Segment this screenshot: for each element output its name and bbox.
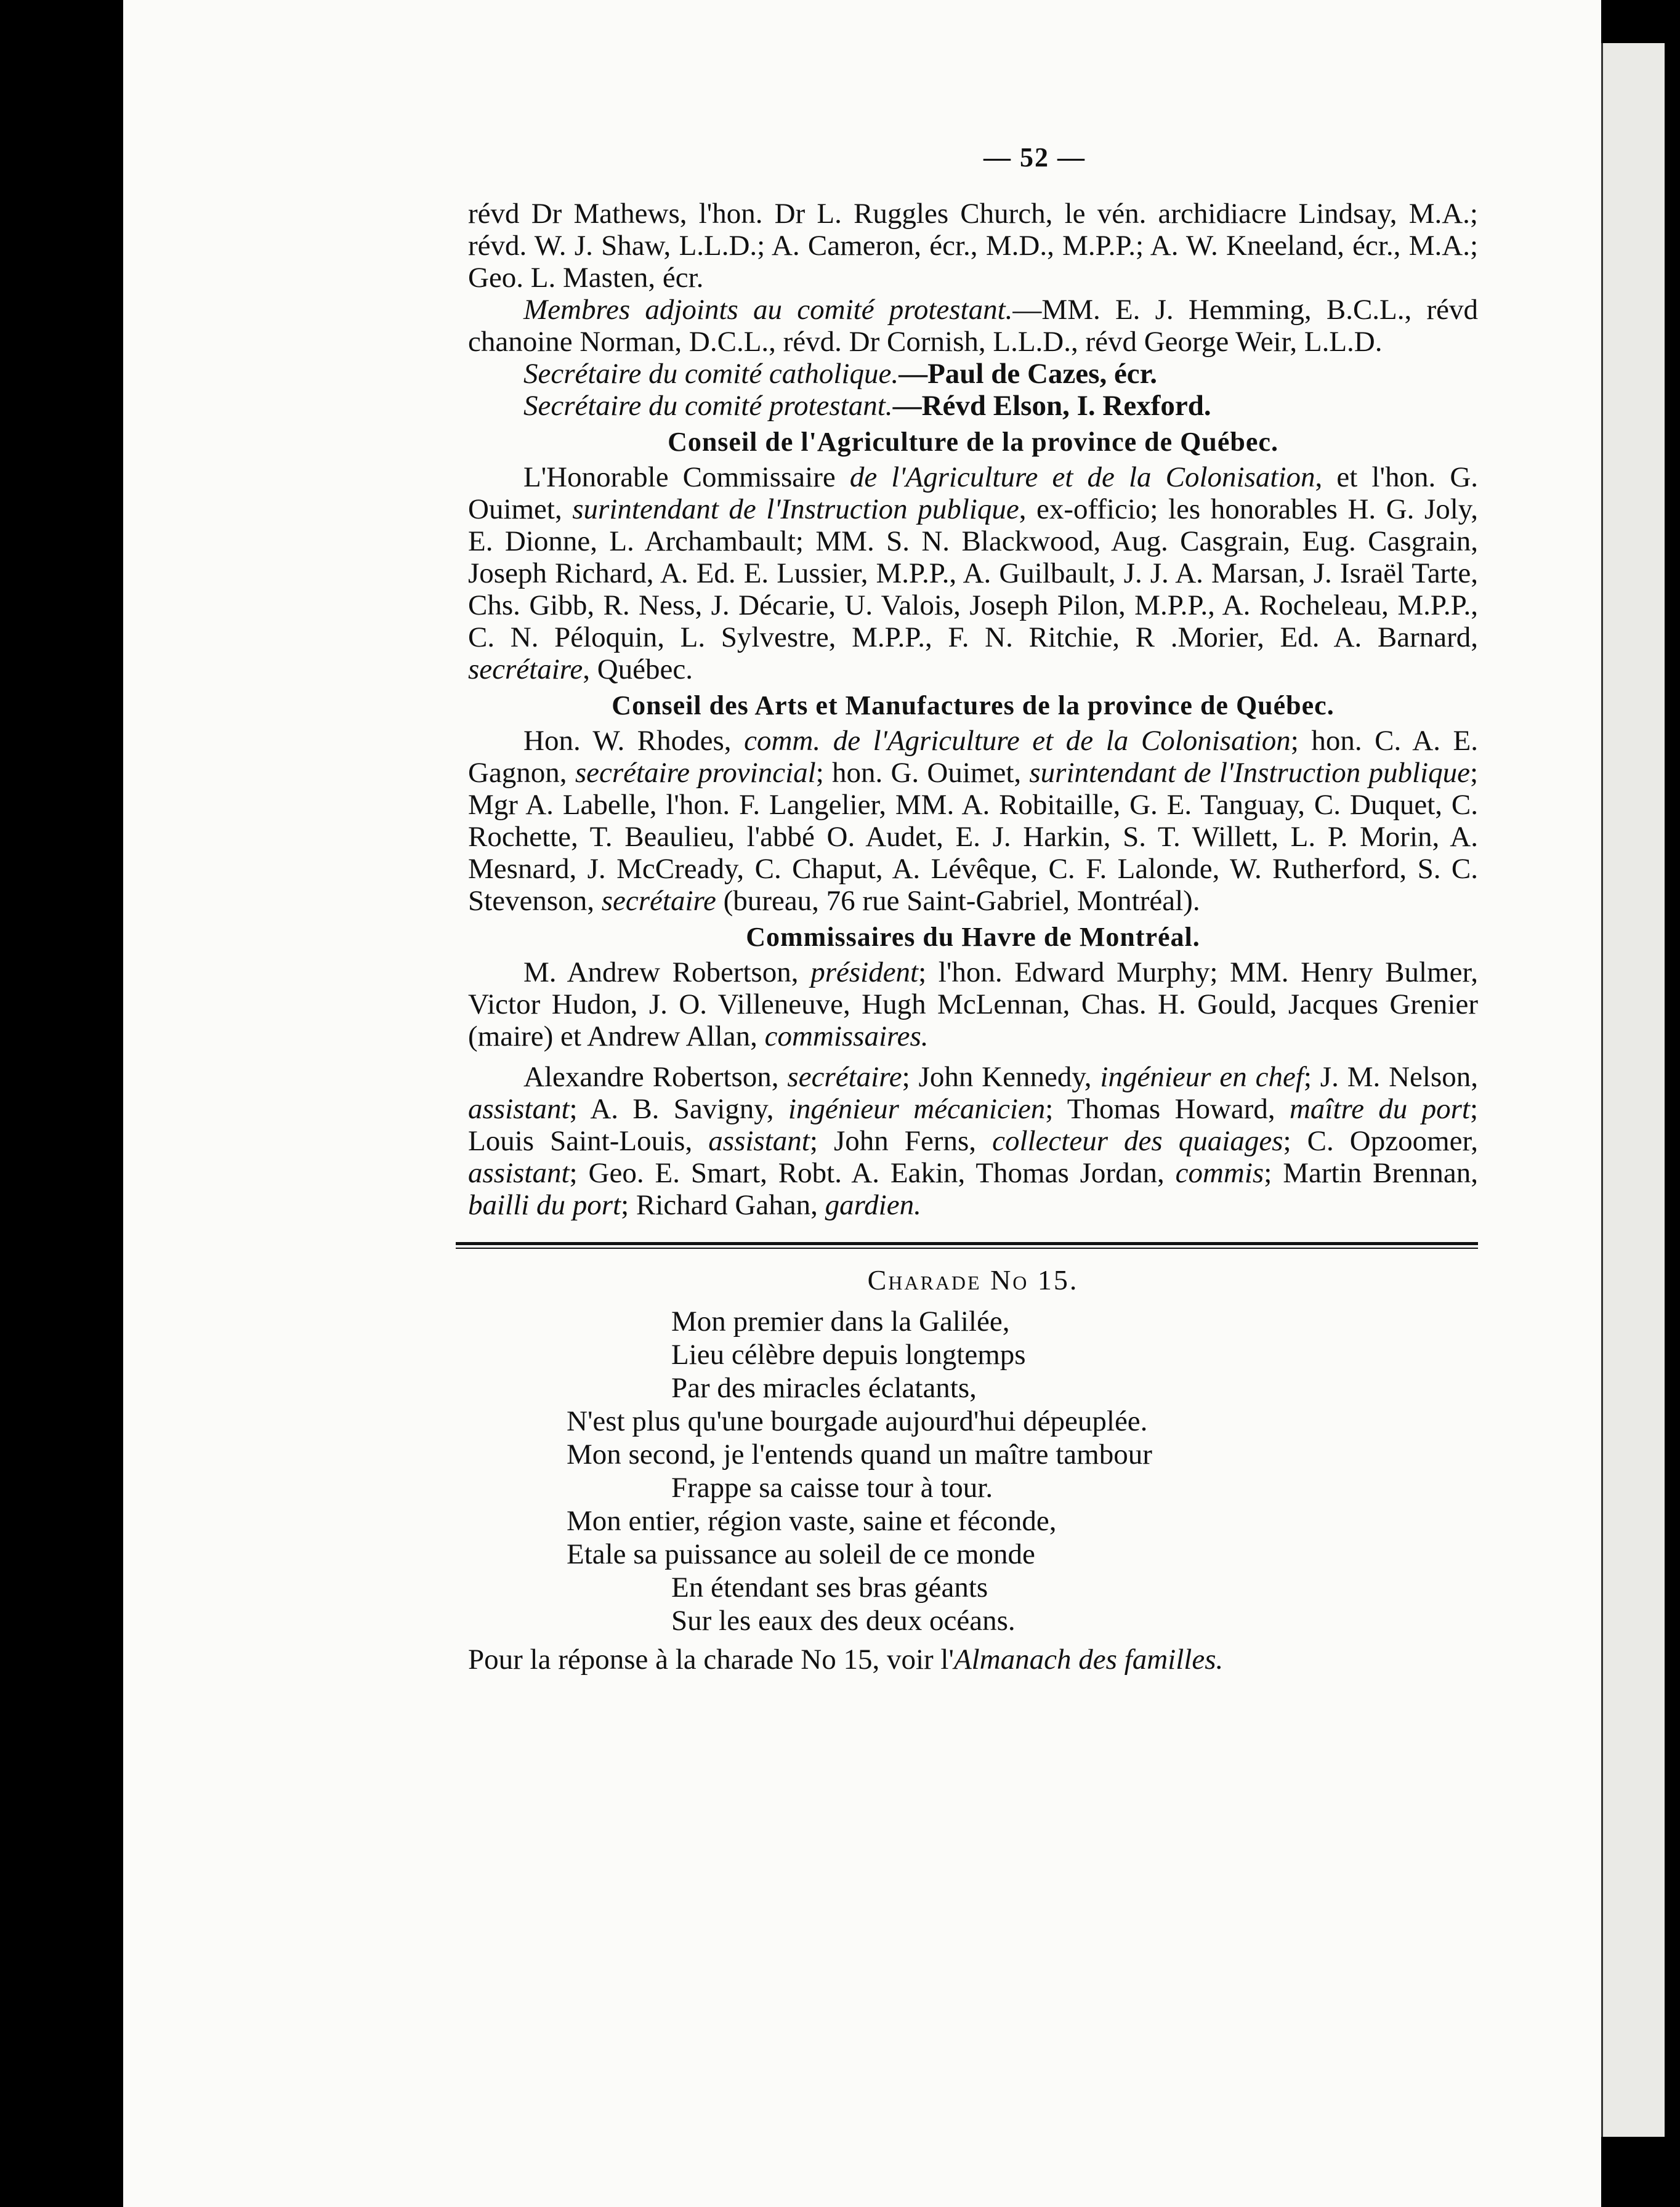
adjoint-members-label: Membres adjoints au comité protestant. xyxy=(523,294,1013,326)
document-page xyxy=(123,0,1601,2207)
text-run: ; Martin Brennan, xyxy=(1264,1157,1478,1189)
text-run: L'Honorable Commissaire xyxy=(523,461,836,493)
text-run: , et l'hon. G. Ouimet, xyxy=(468,461,1479,525)
charade-line: Mon entier, région vaste, saine et féconde, xyxy=(567,1505,1057,1537)
adjoint-members-names: —MM. E. J. Hemming, B.C.L., révd chanoine Norman, D.C.L., révd. Dr Cornish, L.L.D., révd George Weir, L.L.D. xyxy=(468,294,1478,358)
arts-council-heading: Conseil des Arts et Manufactures de la province de Québec. xyxy=(612,690,1335,720)
text-run: ; l'hon. Edward Murphy; MM. Henry Bulmer, Victor Hudon, J. O. Villeneuve, Hugh McLennan, Chas. H. Gould, Jacques Grenier (maire) et Andrew Allan, xyxy=(468,956,1478,1052)
italic-run: collecteur des quaiages xyxy=(992,1125,1283,1157)
committee-members-text: révd Dr Mathews, l'hon. Dr L. Ruggles Church, le vén. archidiacre Lindsay, M.A.; révd. W. J. Shaw, L.L.D.; A. Cameron, écr., M.D., M.P.P.; A. W. Kneeland, écr., M.A.; Geo. L. Masten, écr. xyxy=(468,198,1478,294)
section-divider xyxy=(456,1242,1478,1249)
harbour-commissioners-heading: Commissaires du Havre de Montréal. xyxy=(746,922,1200,952)
charade-line: En étendant ses bras géants xyxy=(671,1572,988,1604)
text-run: ; Richard Gahan, xyxy=(621,1189,818,1221)
charade-line: Mon second, je l'entends quand un maître tambour xyxy=(567,1438,1152,1471)
charade-line: Frappe sa caisse tour à tour. xyxy=(671,1472,993,1504)
text-run: (bureau, 76 rue Saint-Gabriel, Montréal). xyxy=(723,885,1200,917)
page-content xyxy=(468,142,1478,1677)
text-run: ; hon. G. Ouimet, xyxy=(815,757,1022,789)
text-run: ; Mgr A. Labelle, l'hon. F. Langelier, MM. A. Robitaille, G. E. Tanguay, C. Duquet, C. Rochette, T. Beaulieu, l'abbé O. Audet, E. J. Harkin, S. T. Willett, L. P. Morin, A. Mesnard, J. McCready, C. Chaput, A. Lévêque, C. F. Lalonde, W. Rutherford, S. C. Stevenson, xyxy=(468,757,1479,917)
protestant-secretary-label: Secrétaire du comité protestant. xyxy=(523,390,893,422)
charade-line: Lieu célèbre depuis longtemps xyxy=(671,1339,1026,1371)
italic-run: secrétaire xyxy=(468,653,583,685)
italic-run: surintendant de l'Instruction publique xyxy=(572,493,1019,525)
italic-run: assistant xyxy=(468,1157,570,1189)
page-number: — 52 — xyxy=(983,142,1086,172)
italic-run: commissaires. xyxy=(764,1020,929,1052)
charade-title: Charade No 15. xyxy=(867,1264,1079,1296)
italic-run: surintendant de l'Instruction publique xyxy=(1029,757,1470,789)
agriculture-council-paragraph xyxy=(468,461,1478,685)
adjoint-members-paragraph xyxy=(468,294,1478,358)
arts-council-paragraph xyxy=(468,725,1478,917)
text-run: Hon. W. Rhodes, xyxy=(523,725,732,757)
charade-line: Mon premier dans la Galilée, xyxy=(671,1305,1010,1338)
italic-run: assistant xyxy=(708,1125,810,1157)
italic-run: commis xyxy=(1175,1157,1264,1189)
italic-run: secrétaire xyxy=(787,1061,902,1093)
catholic-secretary-name: —Paul de Cazes, écr. xyxy=(899,358,1157,390)
text-run: ; J. M. Nelson, xyxy=(1303,1061,1478,1093)
harbour-staff-paragraph xyxy=(468,1061,1478,1221)
protestant-secretary-name: —Révd Elson, I. Rexford. xyxy=(892,390,1211,422)
italic-run: assistant xyxy=(468,1093,570,1125)
italic-run: ingénieur mécanicien xyxy=(788,1093,1046,1125)
text-run: ; Geo. E. Smart, Robt. A. Eakin, Thomas Jordan, xyxy=(569,1157,1165,1189)
text-run: ; John Ferns, xyxy=(809,1125,976,1157)
italic-run: de l'Agriculture et de la Colonisation xyxy=(849,461,1315,493)
italic-run: secrétaire xyxy=(601,885,716,917)
text-run: ; Louis Saint-Louis, xyxy=(468,1093,1478,1157)
italic-run: ingénieur en chef xyxy=(1100,1061,1304,1093)
catholic-secretary-line xyxy=(468,358,1478,390)
harbour-commissioners-paragraph xyxy=(468,956,1478,1052)
text-run: M. Andrew Robertson, xyxy=(523,956,799,988)
text-run: ; Thomas Howard, xyxy=(1045,1093,1275,1125)
text-run: , Québec. xyxy=(583,653,693,685)
catholic-secretary-label: Secrétaire du comité catholique. xyxy=(523,358,899,390)
italic-run: Almanach des familles. xyxy=(953,1644,1224,1676)
charade-line: Etale sa puissance au soleil de ce monde xyxy=(567,1538,1035,1570)
adjacent-page-edge xyxy=(1601,43,1665,2137)
text-run: , ex-officio; les honorables H. G. Joly, E. Dionne, L. Archambault; MM. S. N. Blackwood, Aug. Casgrain, Eug. Casgrain, Joseph Richard, A. Ed. E. Lussier, M.P.P., A. Guilbault, J. J. A. Marsan, J. Israël Tarte, Chs. Gibb, R. Ness, J. Décarie, U. Valois, Joseph Pilon, M.P.P., A. Rocheleau, M.P.P., C. N. Péloquin, L. Sylvestre, M.P.P., F. N. Ritchie, R .Morier, Ed. A. Barnard, xyxy=(468,493,1478,653)
charade-answer-note xyxy=(468,1642,1478,1677)
protestant-secretary-line xyxy=(468,390,1478,422)
text-run: ; hon. C. A. E. Gagnon, xyxy=(468,725,1478,789)
text-run: Alexandre Robertson, xyxy=(523,1061,779,1093)
italic-run: maître du port xyxy=(1289,1093,1470,1125)
committee-members-paragraph xyxy=(468,198,1478,294)
text-run: Pour la réponse à la charade No 15, voir l' xyxy=(468,1644,954,1676)
italic-run: bailli du port xyxy=(468,1189,621,1221)
italic-run: gardien. xyxy=(825,1189,921,1221)
text-run: ; C. Opzoomer, xyxy=(1283,1125,1479,1157)
italic-run: comm. de l'Agriculture et de la Colonisation xyxy=(744,725,1291,757)
charade-line: N'est plus qu'une bourgade aujourd'hui dépeuplée. xyxy=(567,1405,1148,1437)
italic-run: secrétaire provincial xyxy=(575,757,816,789)
agriculture-council-heading: Conseil de l'Agriculture de la province de Québec. xyxy=(668,427,1278,457)
italic-run: président xyxy=(810,956,919,988)
text-run: ; A. B. Savigny, xyxy=(569,1093,774,1125)
charade-line: Sur les eaux des deux océans. xyxy=(671,1605,1016,1637)
text-run: ; John Kennedy, xyxy=(902,1061,1092,1093)
charade-line: Par des miracles éclatants, xyxy=(671,1372,977,1404)
